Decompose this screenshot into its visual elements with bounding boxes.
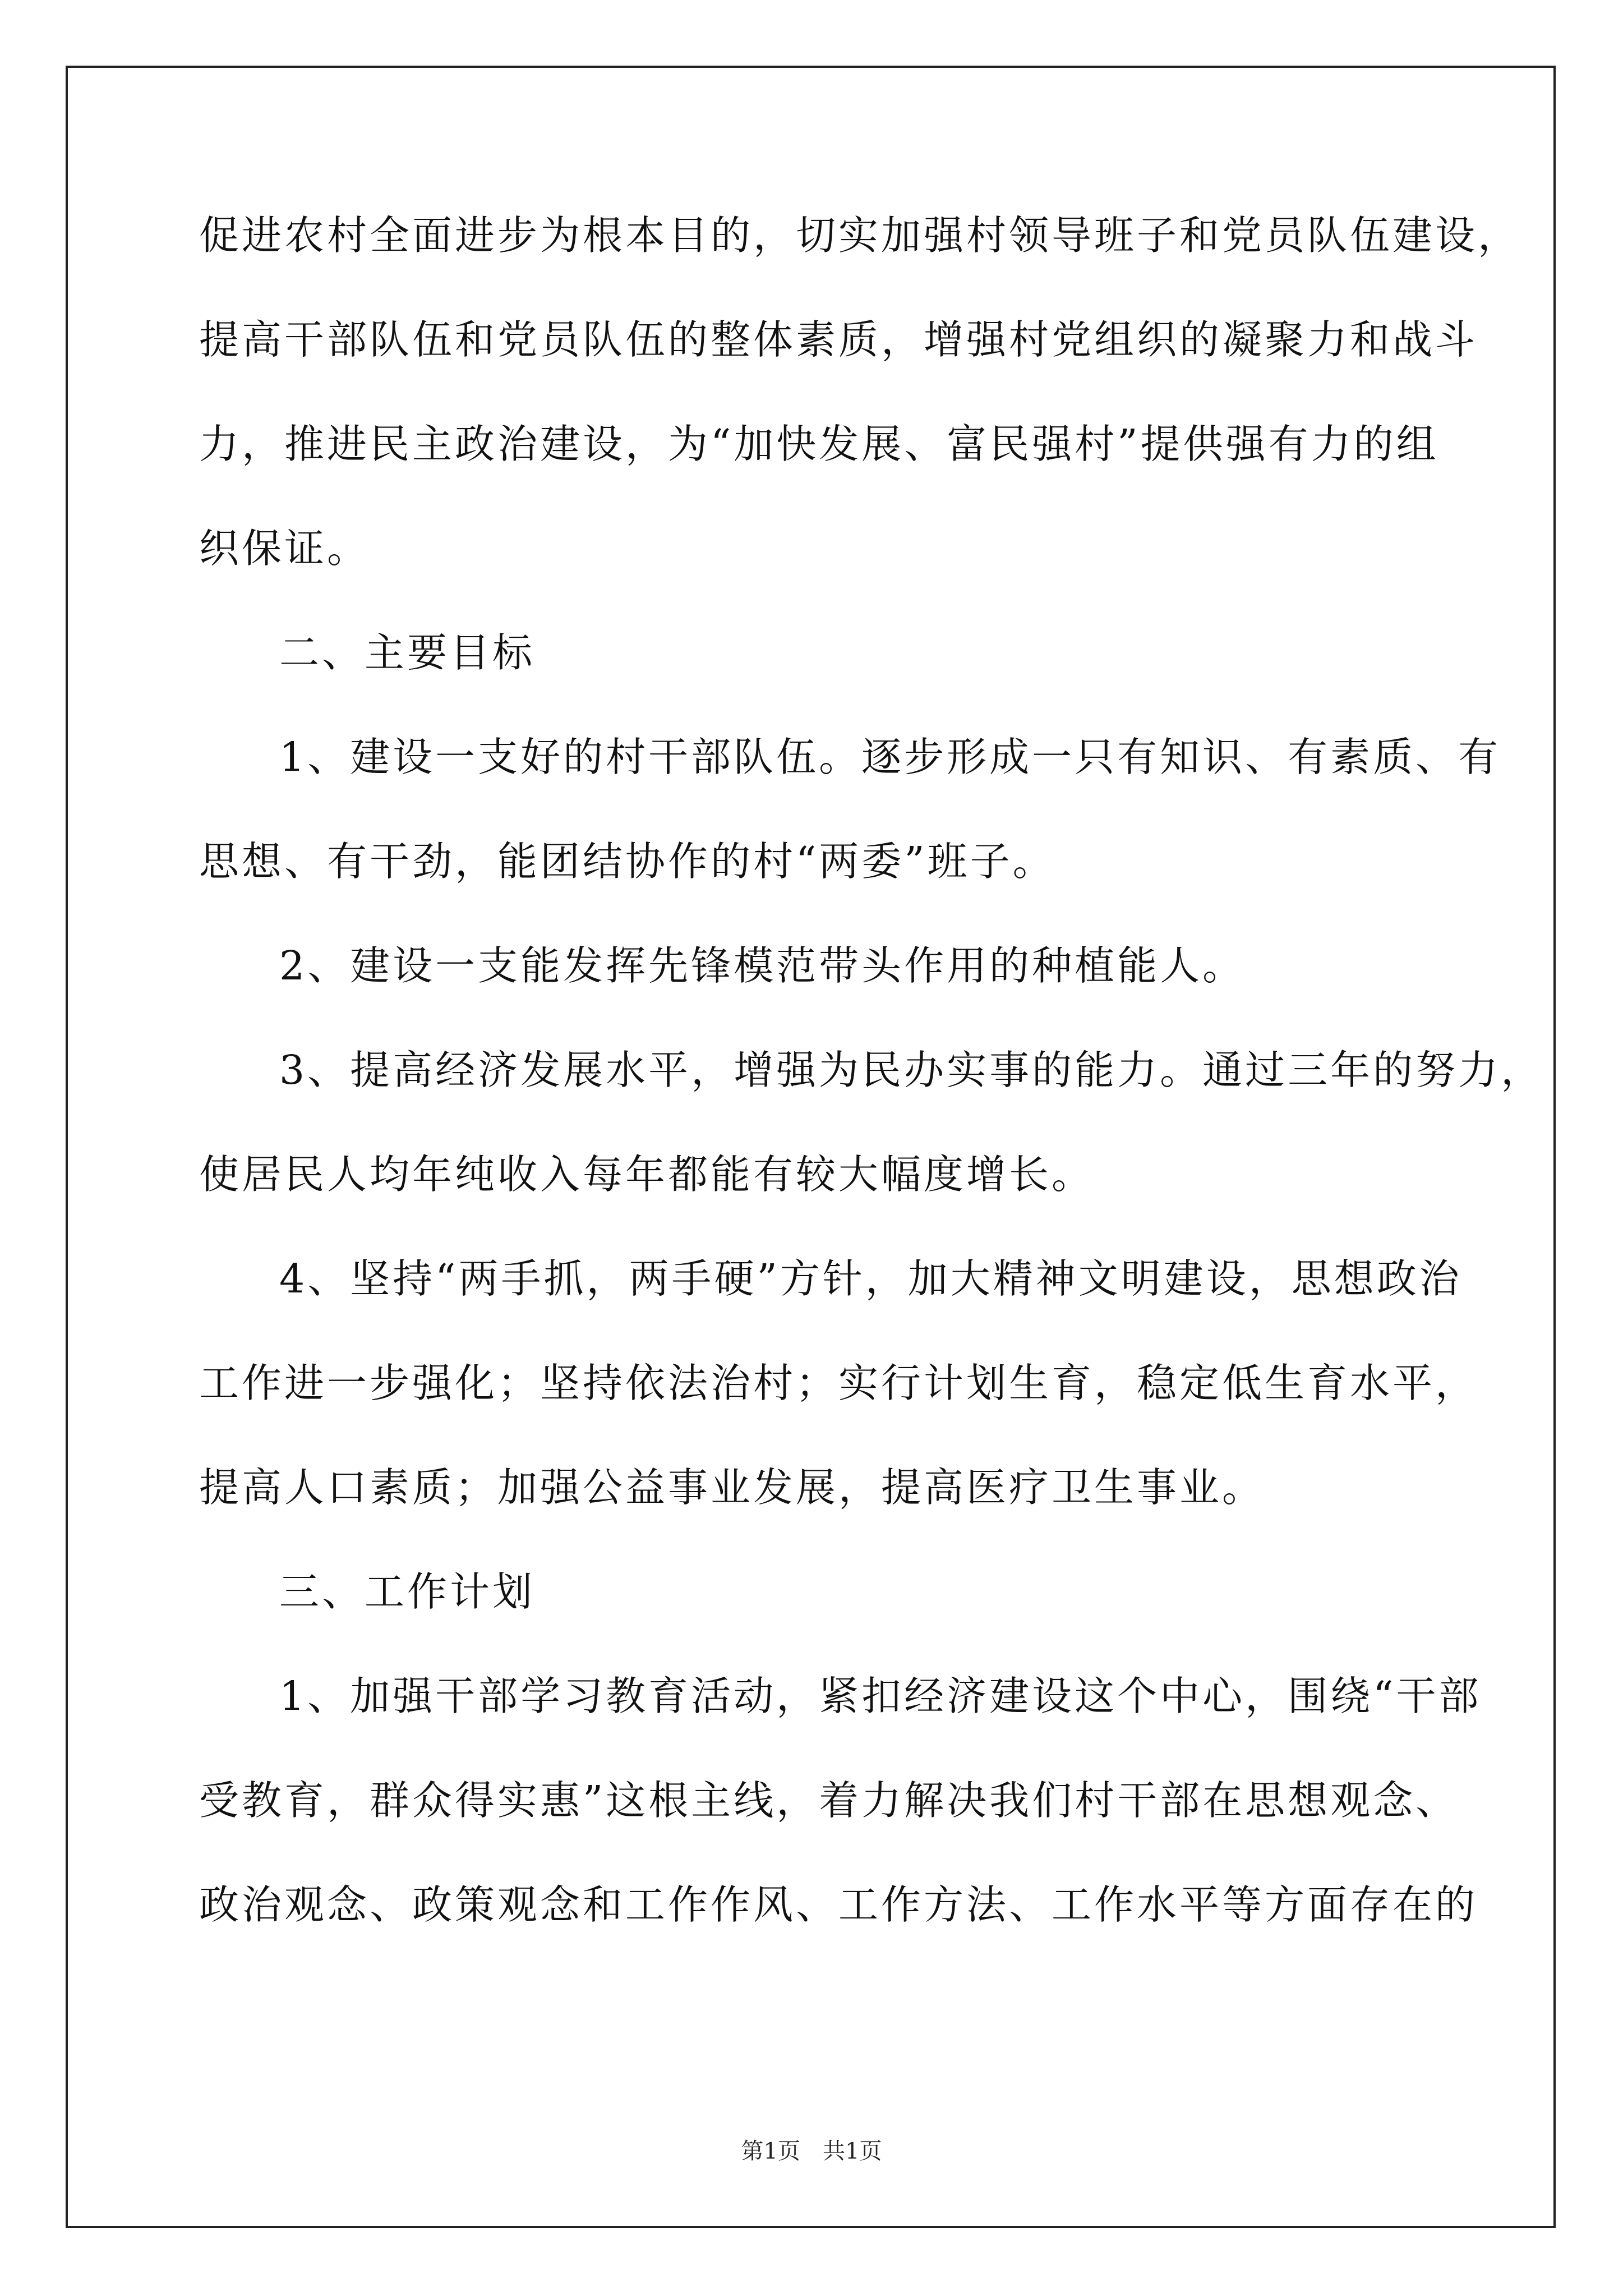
text-line: 1、建设一支好的村干部队伍。逐步形成一只有知识、有素质、有 (279, 734, 1501, 780)
text-line: 使居民人均年纯收入每年都能有较大幅度增长。 (199, 1151, 1095, 1198)
text-line: 3、提高经济发展水平，增强为民办实事的能力。通过三年的努力， (279, 1047, 1544, 1093)
text-line: 工作进一步强化；坚持依法治村；实行计划生育，稳定低生育水平， (199, 1360, 1478, 1406)
text-line: 提高干部队伍和党员队伍的整体素质，增强村党组织的凝聚力和战斗 (199, 316, 1478, 363)
section-heading: 二、主要目标 (279, 629, 536, 676)
text-line: 受教育，群众得实惠”这根主线，着力解决我们村干部在思想观念、 (199, 1777, 1459, 1824)
text-line: 织保证。 (199, 525, 370, 572)
text-line: 1、加强干部学习教育活动，紧扣经济建设这个中心，围绕“干部 (279, 1673, 1482, 1719)
text-line: 2、建设一支能发挥先锋模范带头作用的种植能人。 (279, 942, 1246, 989)
text-line: 力，推进民主政治建设，为“加快发展、富民强村”提供强有力的组 (199, 421, 1439, 467)
text-line: 提高人口素质；加强公益事业发展，提高医疗卫生事业。 (199, 1464, 1265, 1511)
text-line: 促进农村全面进步为根本目的，切实加强村领导班子和党员队伍建设， (199, 212, 1521, 259)
text-line: 政治观念、政策观念和工作作风、工作方法、工作水平等方面存在的 (199, 1881, 1478, 1928)
text-line: 4、坚持“两手抓，两手硬”方针，加大精神文明建设，思想政治 (279, 1255, 1462, 1302)
section-heading: 三、工作计划 (279, 1568, 536, 1615)
text-line: 思想、有干劲，能团结协作的村“两委”班子。 (199, 838, 1055, 885)
page-footer: 第1页 共1页 (741, 2138, 882, 2164)
